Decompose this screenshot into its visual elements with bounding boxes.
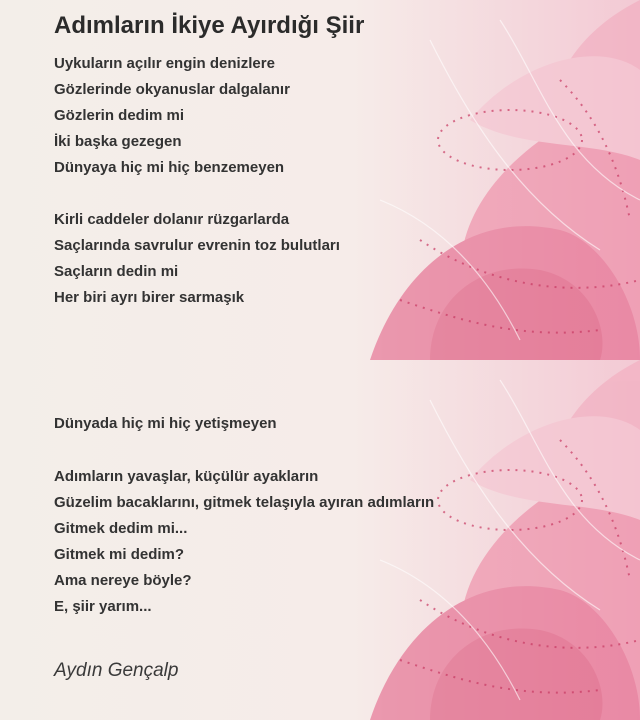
poem-line: Dünyada hiç mi hiç yetişmeyen	[54, 415, 277, 432]
poem-title: Adımların İkiye Ayırdığı Şiir	[54, 12, 365, 39]
poem-line: Ama nereye böyle?	[54, 572, 192, 589]
stanza-1	[54, 51, 290, 181]
stanza-3	[54, 411, 277, 437]
poem-line: E, şiir yarım...	[54, 598, 152, 615]
poem-author: Aydın Gençalp	[54, 660, 179, 681]
poem-line: Kirli caddeler dolanır rüzgarlarda	[54, 211, 290, 228]
poem-line: Her biri ayrı birer sarmaşık	[54, 289, 245, 306]
poem-line: Güzelim bacaklarını, gitmek telaşıyla ayıran adımların	[54, 494, 435, 511]
poem-line: Uykuların açılır engin denizlere	[54, 55, 275, 72]
poem-line: Saçların dedin mi	[54, 263, 179, 280]
poem-line: Adımların yavaşlar, küçülür ayakların	[54, 468, 319, 485]
poem-line: Gözlerin dedim mi	[54, 107, 185, 124]
poem-line: Gitmek mi dedim?	[54, 546, 185, 563]
stanza-2	[54, 207, 340, 311]
poem-line: Dünyaya hiç mi hiç benzemeyen	[54, 159, 285, 176]
poem-line: İki başka gezegen	[54, 133, 182, 150]
stanza-4	[54, 464, 434, 620]
poem-line: Gitmek dedim mi...	[54, 520, 188, 537]
poem-line: Gözlerinde okyanuslar dalgalanır	[54, 81, 290, 98]
poem-line: Saçlarında savrulur evrenin toz bulutları	[54, 237, 340, 254]
